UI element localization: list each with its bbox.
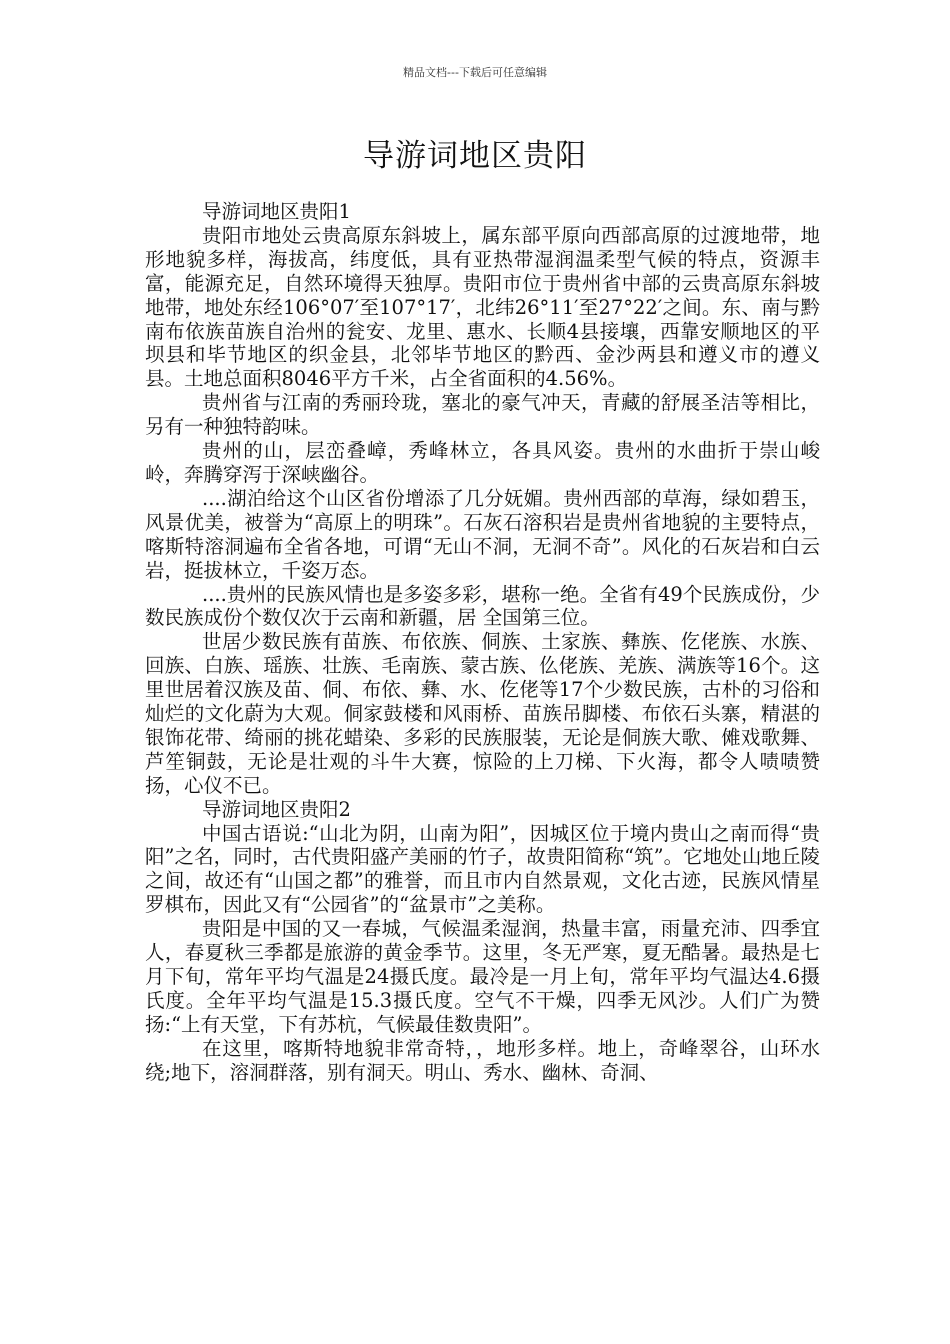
- paragraph: 贵州省与江南的秀丽玲珑，塞北的豪气冲天，青藏的舒展圣洁等相比，另有一种独特韵味。: [145, 391, 820, 439]
- section-heading-2: 导游词地区贵阳2: [202, 797, 351, 821]
- paragraph: 世居少数民族有苗族、布依族、侗族、土家族、彝族、仡佬族、水族、回族、白族、瑶族、壮族、毛南族、蒙古族、仫佬族、羌族、满族等16个。这里世居着汉族及苗、侗、布依、彝、水、仡佬等17个少数民族，古朴的习俗和灿烂的文化蔚为大观。侗家鼓楼和风雨桥、苗族吊脚楼、布依石头寨，精湛的银饰花带、绮丽的挑花蜡染、多彩的民族服装，无论是侗族大歌、傩戏歌舞、芦笙铜鼓，无论是壮观的斗牛大赛，惊险的上刀梯、下火海，都令人啧啧赞扬，心仪不已。: [145, 630, 820, 797]
- paragraph: ....湖泊给这个山区省份增添了几分妩媚。贵州西部的草海，绿如碧玉，风景优美，被誉为“高原上的明珠”。石灰石溶积岩是贵州省地貌的主要特点，喀斯特溶洞遍布全省各地，可谓“无山不洞，无洞不奇”。风化的石灰岩和白云岩，挺拔林立，千姿万态。: [145, 486, 820, 582]
- section-heading-1: 导游词地区贵阳1: [202, 200, 351, 223]
- paragraph: 在这里，喀斯特地貌非常奇特，，地形多样。地上，奇峰翠谷，山环水绕;地下，溶洞群落，别有洞天。明山、秀水、幽林、奇洞、: [145, 1036, 820, 1084]
- paragraph: 贵阳市地处云贵高原东斜坡上，属东部平原向西部高原的过渡地带，地形地貌多样，海拔高，纬度低，具有亚热带湿润温柔型气候的特点，资源丰富，能源充足，自然环境得天独厚。贵阳市位于贵州省中部的云贵高原东斜坡地带，地处东经106°07′至107°17′，北纬26°11′至27°22′之间。东、南与黔南布依族苗族自治州的瓮安、龙里、惠水、长顺4县接壤，西靠安顺地区的平坝县和毕节地区的织金县，北邻毕节地区的黔西、金沙两县和遵义市的遵义县。土地总面积8046平方千米，占全省面积的4.56%。: [145, 223, 820, 391]
- paragraph: 贵州的山，层峦叠嶂，秀峰林立，各具风姿。贵州的水曲折于崇山峻岭，奔腾穿泻于深峡幽谷。: [145, 439, 820, 486]
- document-body: [145, 200, 820, 1085]
- paragraph: 中国古语说:“山北为阴，山南为阳”，因城区位于境内贵山之南而得“贵阳”之名，同时，古代贵阳盛产美丽的竹子，故贵阳简称“筑”。它地处山地丘陵之间，故还有“山国之都”的雅誉，而且市内自然景观，文化古迹，民族风情星罗棋布，因此又有“公园省”的“盆景市”之美称。: [145, 821, 820, 917]
- paragraph: 贵阳是中国的又一春城，气候温柔湿润，热量丰富，雨量充沛、四季宜人，春夏秋三季都是旅游的黄金季节。这里，冬无严寒，夏无酷暑。最热是七月下旬，常年平均气温是24摄氏度。最冷是一月上旬，常年平均气温达4.6摄氏度。全年平均气温是15.3摄氏度。空气不干燥，四季无风沙。人们广为赞扬:“上有天堂，下有苏杭，气候最佳数贵阳”。: [145, 917, 820, 1036]
- document-title: 导游词地区贵阳: [363, 138, 587, 174]
- paragraph: ....贵州的民族风情也是多姿多彩，堪称一绝。全省有49个民族成份，少数民族成份个数仅次于云南和新疆，居 全国第三位。: [145, 582, 820, 630]
- header-note: 精品文档---下载后可任意编辑: [403, 66, 547, 79]
